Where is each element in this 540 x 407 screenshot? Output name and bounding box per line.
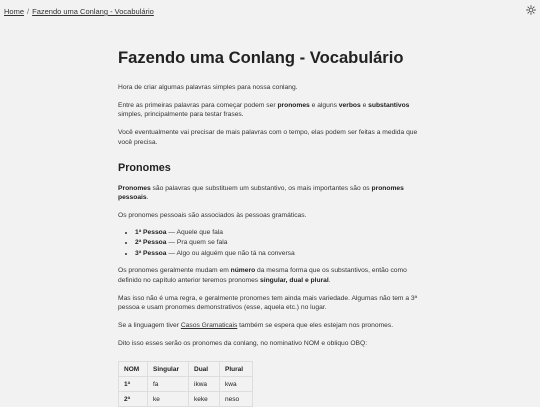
variety-paragraph: Mas isso não é uma regra, e geralmente pronomes tem ainda mais variedade. Algumas não tem a 3ª pessoa e usam pronomes demonstrativos (esse, aquela etc.) no lugar. (118, 294, 418, 312)
table-cell: keke (189, 392, 220, 407)
theme-toggle-button[interactable] (526, 5, 536, 15)
table-cell: ke (148, 392, 189, 407)
table-header-row (119, 362, 253, 377)
number-paragraph: Os pronomes geralmente mudam em número da mesma forma que os substantivos, então como definido no capítulo anterior teremos pronomes singular, dual e plural. (118, 267, 407, 284)
table-cell: fa (148, 377, 189, 392)
table-header: NOM (119, 362, 148, 377)
pronouns-table (118, 361, 253, 407)
breadcrumb-separator: / (27, 7, 30, 16)
section-heading: Pronomes (118, 161, 171, 174)
table-row (119, 377, 253, 392)
sun-icon (526, 5, 536, 15)
breadcrumb-current-link[interactable]: Fazendo uma Conlang - Vocabulário (32, 7, 154, 16)
article (118, 48, 424, 407)
breadcrumb (4, 7, 154, 16)
intro-paragraph-2: Entre as primeiras palavras para começar podem ser pronomes e alguns verbos e substantivos simples, principalmente para testar frases. (118, 101, 410, 119)
table-cell: 1ª (119, 377, 148, 392)
table-cell: kwa (220, 377, 253, 392)
table-cell: ikwa (189, 377, 220, 392)
persons-list (118, 228, 424, 260)
grammatical-cases-link[interactable]: Casos Gramaticais (180, 321, 238, 329)
intro-paragraph-1: Hora de criar algumas palavras simples para nossa conlang. (118, 84, 298, 91)
cases-paragraph: Se a linguagem tiver Casos Gramaticais também se espera que eles estejam nos pronomes. (118, 321, 394, 329)
intro-paragraph-3: Você eventualmente vai precisar de mais palavras com o tempo, elas podem ser feitas a medida que você precisa. (118, 129, 418, 146)
table-cell: neso (220, 392, 253, 407)
list-item: • 1ª Pessoa — Aquele que fala (135, 228, 424, 239)
list-item: • 2ª Pessoa — Pra quem se fala (135, 238, 424, 249)
list-item: • 3ª Pessoa — Algo ou alguém que não tá na conversa (135, 249, 424, 260)
table-header: Singular (148, 362, 189, 377)
pronouns-persons-intro: Os pronomes pessoais são associados às pessoas gramáticas. (118, 211, 307, 219)
table-cell: 2ª (119, 392, 148, 407)
page-title: Fazendo uma Conlang - Vocabulário (118, 48, 404, 67)
table-header: Dual (189, 362, 220, 377)
table-intro-paragraph: Dito isso esses serão os pronomes da conlang, no nominativo NOM e obliquo OBQ: (118, 339, 368, 347)
breadcrumb-home-link[interactable]: Home (4, 7, 25, 16)
table-header: Plural (220, 362, 253, 377)
pronouns-definition: Pronomes são palavras que substituem um substantivo, os mais importantes são os pronomes pessoais. (118, 184, 404, 202)
top-bar (0, 0, 540, 22)
